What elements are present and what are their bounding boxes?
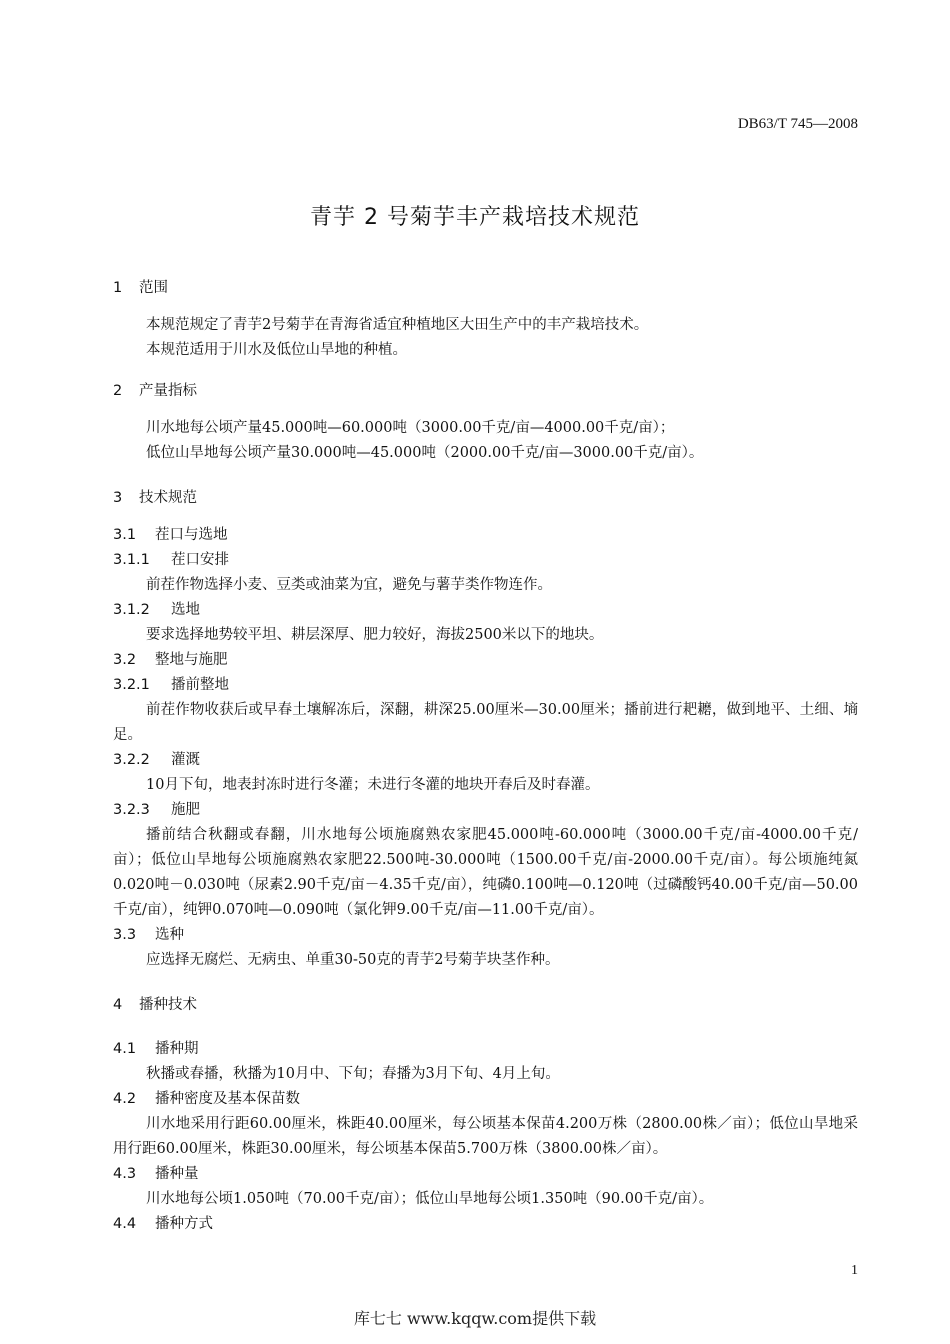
section-number: 3 [113,490,123,506]
subsection-title: 播种密度及基本保苗数 [155,1091,300,1107]
standard-code: DB63/T 745—2008 [737,116,858,132]
subsection-heading [113,798,858,823]
section-heading [113,993,858,1017]
subsection-title: 整地与施肥 [155,652,228,668]
subsection-title: 播种量 [155,1166,199,1182]
subsection-title: 茬口安排 [171,552,229,568]
subsection-number: 3.1.1 [113,552,150,568]
paragraph: 前茬作物选择小麦、豆类或油菜为宜，避免与薯芋类作物连作。 [146,577,552,593]
download-watermark: 库七七 www.kqqw.com提供下载 [353,1309,597,1328]
subsection-heading [113,648,858,673]
subsection-number: 3.2 [113,652,137,668]
subsection-number: 4.2 [113,1091,137,1107]
subsection-heading [113,598,858,623]
subsection-title: 茬口与选地 [155,527,228,543]
paragraph: 川水地每公顷1.050吨（70.00千克/亩）；低位山旱地每公顷1.350吨（90.00千克/亩）。 [146,1191,714,1207]
subsection-title: 灌溉 [171,752,200,768]
page-number: 1 [851,1263,858,1278]
paragraph: 秋播或春播，秋播为10月中、下旬；春播为3月下旬、4月上旬。 [146,1066,560,1082]
subsection-title: 播种期 [155,1041,199,1057]
document-body [113,276,858,1237]
subsection-title: 选地 [171,602,200,618]
subsection-heading [113,748,858,773]
subsection-heading [113,673,858,698]
section-heading [113,486,858,510]
subsection-number: 3.1 [113,527,137,543]
subsection-number: 3.1.2 [113,602,150,618]
subsection-heading [113,1162,858,1187]
section-number: 4 [113,997,123,1013]
subsection-number: 4.4 [113,1216,137,1232]
paragraph: 播前结合秋翻或春翻，川水地每公顷施腐熟农家肥45.000吨-60.000吨（3000.00千克/亩-4000.00千克/亩）；低位山旱地每公顷施腐熟农家肥22.500吨-30.000吨（1500.00千克/亩-2000.00千克/亩）。每公顷施纯氮0.020吨－0.030吨（尿素2.90千克/亩－4.35千克/亩），纯磷0.100吨—0.120吨（过磷酸钙40.00千克/亩—50.00千克/亩），纯钾0.070吨—0.090吨（氯化钾9.00千克/亩—11.00千克/亩）。 [113,827,858,918]
paragraph: 川水地每公顷产量45.000吨—60.000吨（3000.00千克/亩—4000.00千克/亩）； [146,420,675,436]
subsection-heading [113,1037,858,1062]
subsection-heading [113,548,858,573]
section-title: 技术规范 [139,490,197,506]
paragraph: 本规范规定了青芋2号菊芋在青海省适宜种植地区大田生产中的丰产栽培技术。 [146,317,649,333]
subsection-number: 3.3 [113,927,137,943]
section-title: 播种技术 [139,997,197,1013]
section-heading [113,276,858,300]
subsection-number: 4.1 [113,1041,137,1057]
document-title: 青芋 2 号菊芋丰产栽培技术规范 [310,205,640,230]
section-title: 产量指标 [139,383,197,399]
section-number: 1 [113,280,123,296]
section-title: 范围 [139,280,168,296]
paragraph: 本规范适用于川水及低位山旱地的种植。 [146,342,407,358]
subsection-number: 4.3 [113,1166,137,1182]
paragraph: 川水地采用行距60.00厘米，株距40.00厘米，每公顷基本保苗4.200万株（2800.00株／亩）；低位山旱地采用行距60.00厘米，株距30.00厘米，每公顷基本保苗5.700万株（3800.00株／亩）。 [113,1116,858,1157]
section-heading [113,379,858,403]
paragraph: 前茬作物收获后或早春土壤解冻后，深翻，耕深25.00厘米—30.00厘米；播前进行耙耱，做到地平、土细、墒足。 [113,702,858,743]
subsection-title: 选种 [155,927,184,943]
subsection-title: 施肥 [171,802,200,818]
paragraph: 10月下旬，地表封冻时进行冬灌；未进行冬灌的地块开春后及时春灌。 [146,777,600,793]
paragraph: 应选择无腐烂、无病虫、单重30-50克的青芋2号菊芋块茎作种。 [146,952,560,968]
subsection-number: 3.2.1 [113,677,150,693]
paragraph: 要求选择地势较平坦、耕层深厚、肥力较好，海拔2500米以下的地块。 [146,627,604,643]
subsection-heading [113,923,858,948]
subsection-heading [113,1212,858,1237]
paragraph: 低位山旱地每公顷产量30.000吨—45.000吨（2000.00千克/亩—3000.00千克/亩）。 [146,445,704,461]
subsection-title: 播前整地 [171,677,229,693]
subsection-heading [113,1087,858,1112]
section-number: 2 [113,383,123,399]
subsection-title: 播种方式 [155,1216,213,1232]
subsection-number: 3.2.2 [113,752,150,768]
subsection-heading [113,523,858,548]
subsection-number: 3.2.3 [113,802,150,818]
